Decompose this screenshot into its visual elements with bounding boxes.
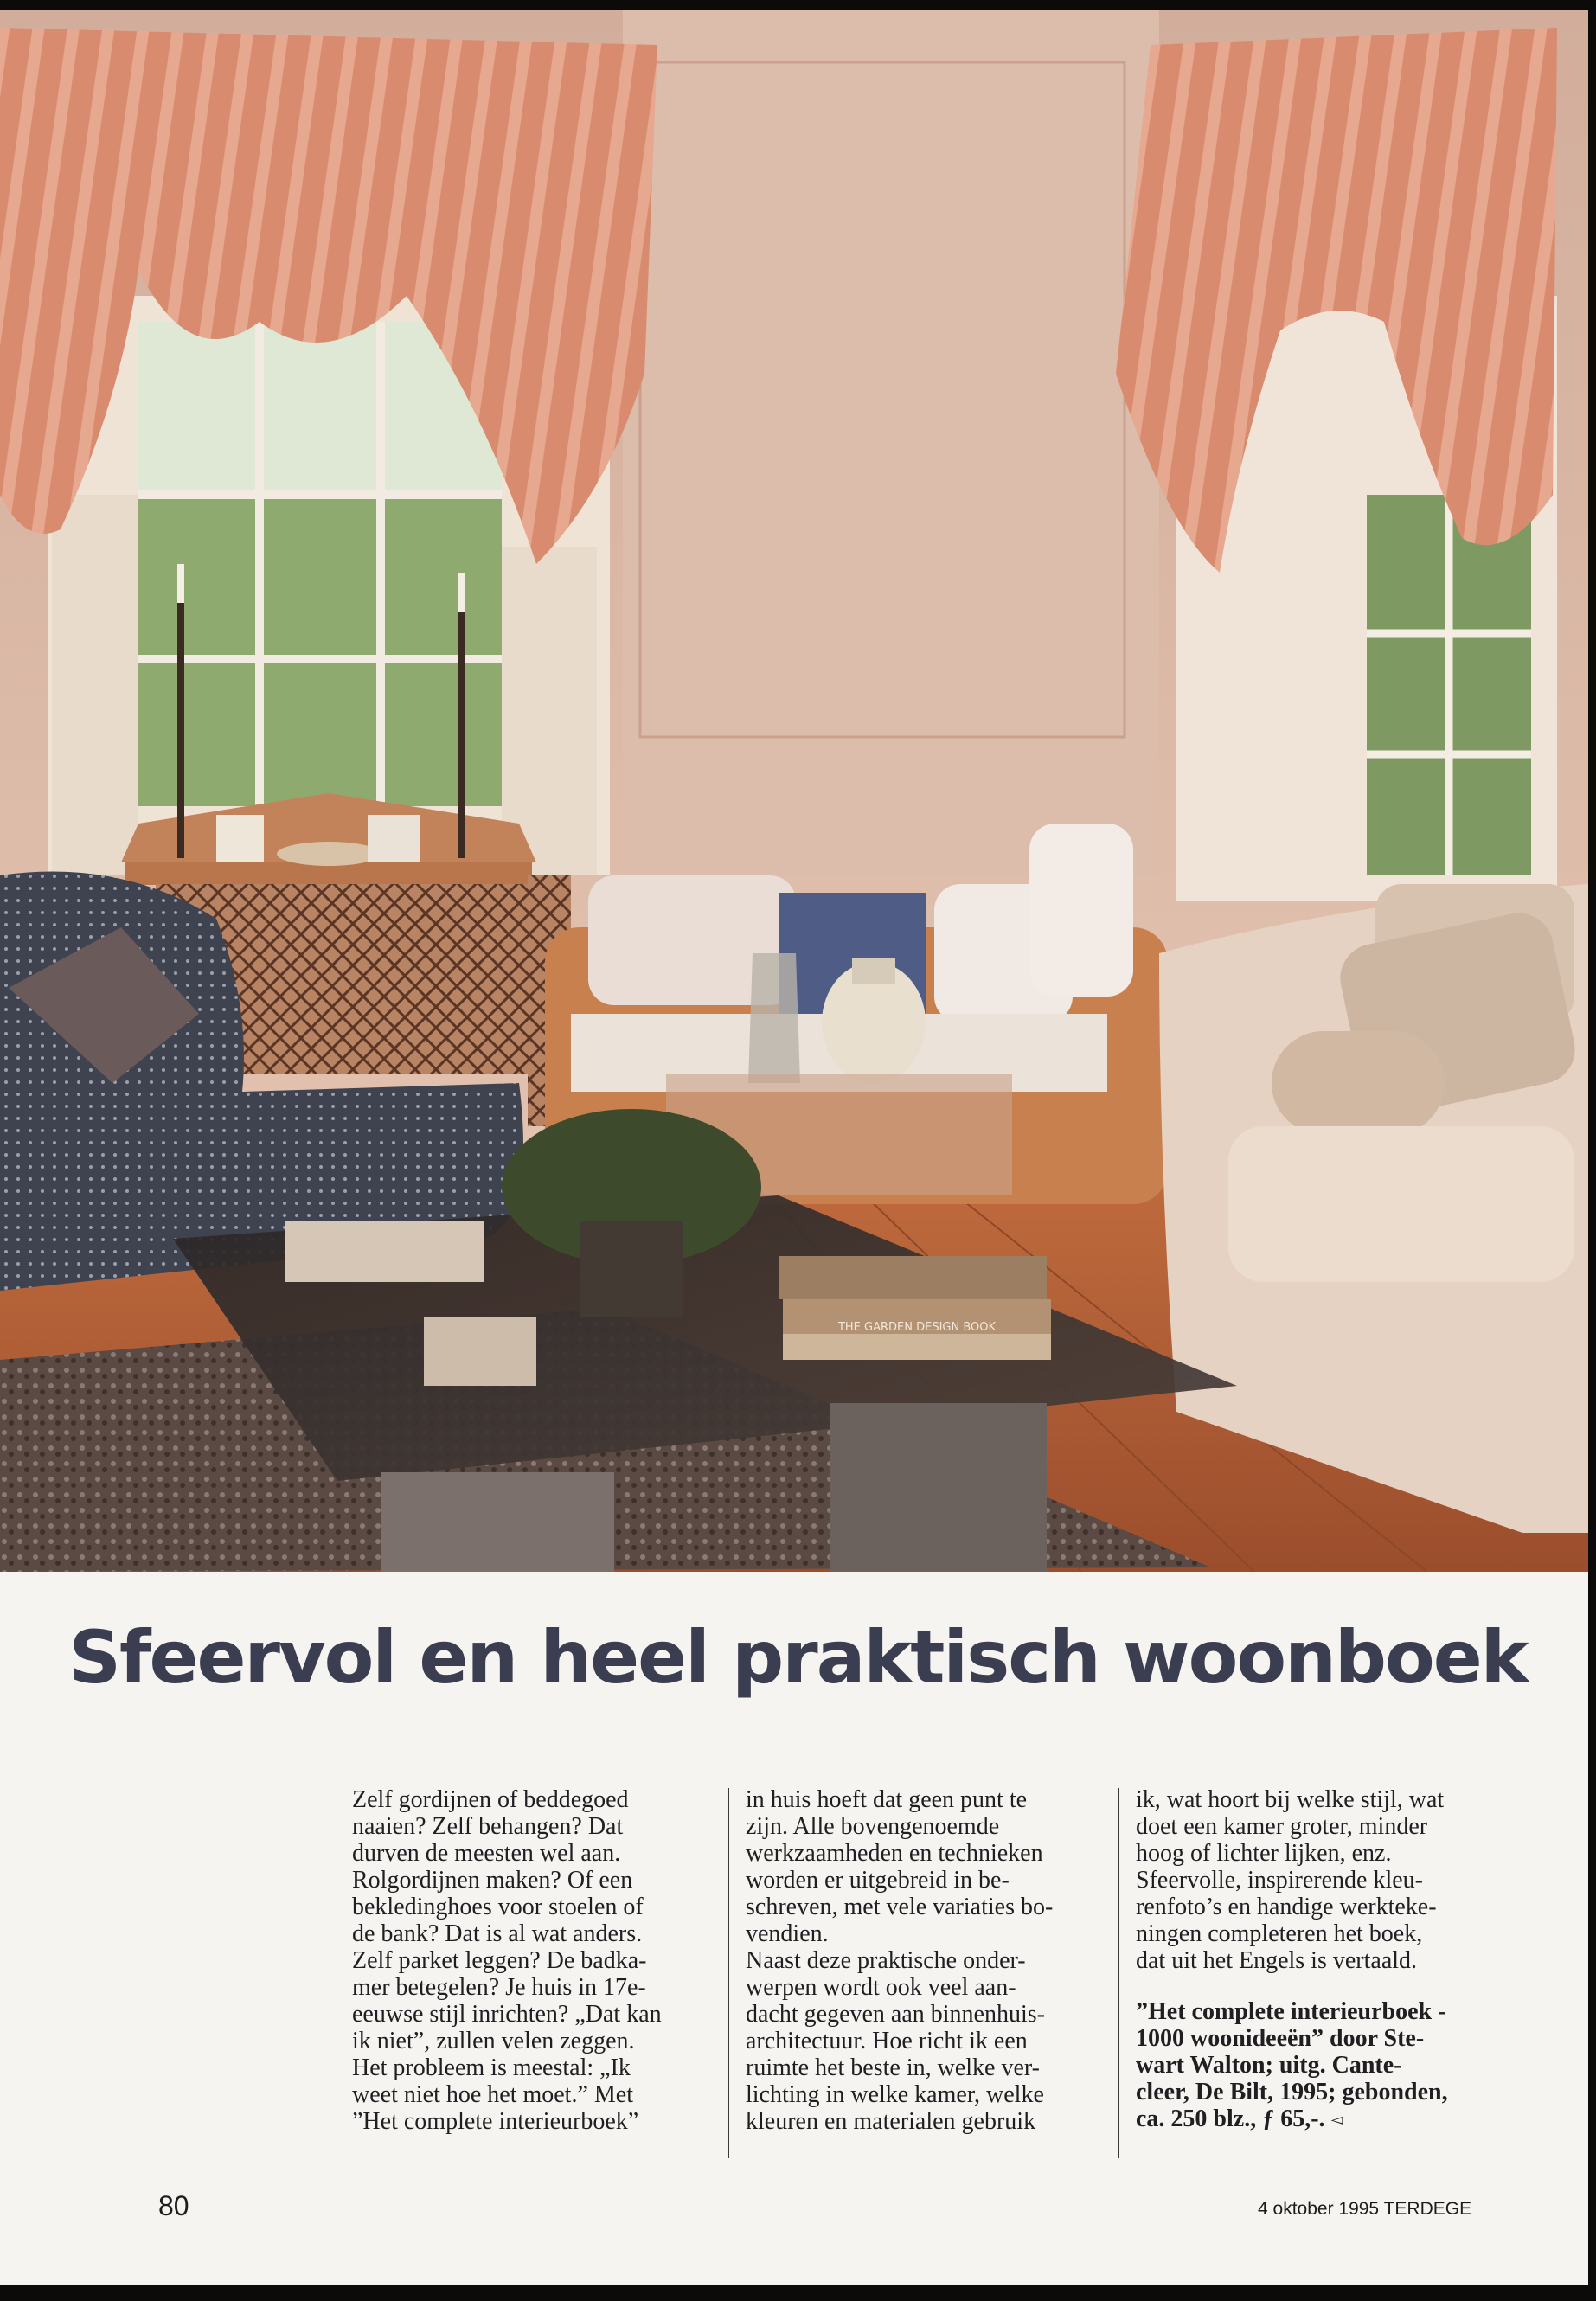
text-line: ningen completeren het boek,	[1136, 1920, 1423, 1947]
text-line: Zelf gordijnen of beddegoed	[352, 1786, 629, 1813]
text-line: weet niet hoe het moet.” Met	[352, 2081, 633, 2108]
text-line: worden er uitgebreid in be-	[746, 1867, 1010, 1894]
text-line: mer betegelen? Je huis in 17e-	[352, 1974, 646, 2001]
text-line: ruimte het beste in, welke ver-	[746, 2054, 1040, 2081]
text-line: schreven, met vele variaties bo-	[746, 1894, 1054, 1920]
text-line: eeuwse stijl inrichten? „Dat kan	[352, 2001, 662, 2028]
book-info-line: wart Walton; uitg. Cante-	[1136, 2052, 1402, 2079]
photo-illustration	[0, 10, 1588, 1572]
text-line: Naast deze praktische onder-	[746, 1947, 1026, 1974]
book-info-price: ca. 250 blz., ƒ 65,-.	[1136, 2106, 1325, 2132]
text-line: in huis hoeft dat geen punt te	[746, 1786, 1028, 1813]
footer-date-magazine: 4 oktober 1995 TERDEGE	[1258, 2199, 1472, 2219]
text-line: architectuur. Hoe richt ik een	[746, 2028, 1028, 2054]
book-info-line-last	[1136, 2106, 1448, 2133]
column-divider	[1118, 1788, 1119, 2158]
magazine-page	[0, 10, 1588, 2285]
text-line: werpen wordt ook veel aan-	[746, 1974, 1016, 2001]
text-line: Rolgordijnen maken? Of een	[352, 1867, 633, 1894]
text-line: Sfeervolle, inspirerende kleu-	[1136, 1867, 1423, 1894]
text-line: zijn. Alle bovengenoemde	[746, 1813, 1000, 1840]
text-line: naaien? Zelf behangen? Dat	[352, 1813, 624, 1840]
text-line: hoog of lichter lijken, enz.	[1136, 1840, 1392, 1867]
text-line: ik, wat hoort bij welke stijl, wat	[1136, 1786, 1445, 1813]
text-line: vendien.	[746, 1920, 829, 1947]
text-column-2	[746, 1786, 1053, 2135]
page-number: 80	[158, 2190, 189, 2221]
text-column-3	[1136, 1786, 1448, 2133]
text-line: ik niet”, zullen velen zeggen.	[352, 2028, 635, 2054]
book-info-line: cleer, De Bilt, 1995; gebonden,	[1136, 2079, 1448, 2106]
end-mark-icon: ◅	[1330, 2111, 1343, 2129]
text-line: renfoto’s en handige werkteke-	[1136, 1894, 1437, 1920]
text-line: bekledinghoes voor stoelen of	[352, 1894, 644, 1920]
text-line: durven de meesten wel aan.	[352, 1840, 621, 1867]
text-line: ”Het complete interieurboek”	[352, 2108, 639, 2135]
page-title: Sfeervol en heel praktisch woonboek	[68, 1615, 1528, 1700]
text-line: de bank? Dat is al wat anders.	[352, 1920, 643, 1947]
book-spine-text: THE GARDEN DESIGN BOOK	[837, 1321, 997, 1334]
living-room-photo	[0, 10, 1588, 1572]
text-line: dat uit het Engels is vertaald.	[1136, 1947, 1418, 1974]
text-line: werkzaamheden en technieken	[746, 1840, 1043, 1867]
column-divider	[728, 1788, 729, 2158]
text-line: Het probleem is meestal: „Ik	[352, 2054, 631, 2081]
text-line: dacht gegeven aan binnenhuis-	[746, 2001, 1045, 2028]
book-info-line: 1000 woonideeën” door Ste-	[1136, 2025, 1425, 2052]
text-line: doet een kamer groter, minder	[1136, 1813, 1428, 1840]
paragraph-gap	[1136, 1974, 1448, 1998]
text-column-1	[352, 1786, 662, 2135]
text-line: lichting in welke kamer, welke	[746, 2081, 1044, 2108]
text-line: kleuren en materialen gebruik	[746, 2108, 1036, 2135]
text-line: Zelf parket leggen? De badka-	[352, 1947, 647, 1974]
book-info-line: ”Het complete interieurboek -	[1136, 1998, 1446, 2025]
